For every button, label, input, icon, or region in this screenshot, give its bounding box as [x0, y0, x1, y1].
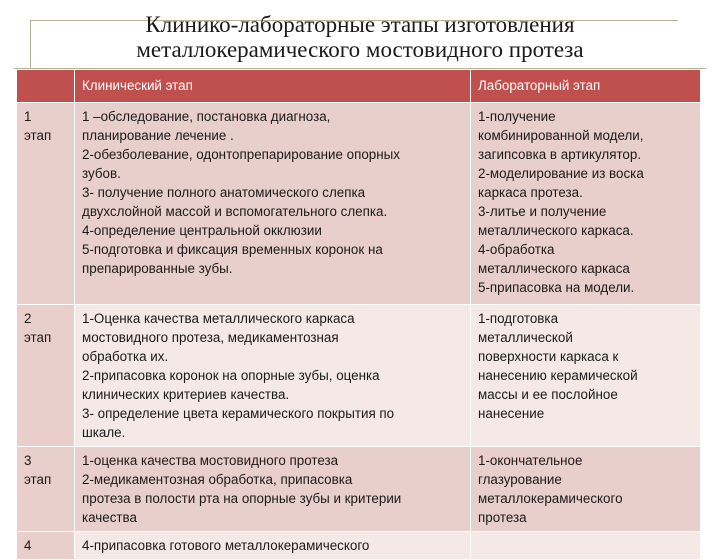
lab-cell [471, 305, 701, 447]
stage-number: 2 [24, 311, 32, 326]
stage-number: 3 [24, 453, 32, 468]
table-row [17, 532, 701, 560]
clinical-line: 1-оценка качества мостовидного протеза [82, 453, 339, 468]
clinical-line: клинических критериев качества. [82, 387, 290, 402]
table-row [17, 305, 701, 447]
lab-line: 5-припасовка на модели. [478, 280, 635, 295]
lab-line: нанесению керамической [478, 368, 638, 383]
clinical-line: 3- получение полного анатомического слепка [82, 185, 366, 200]
clinical-line: 2-припасовка коронок на опорные зубы, оценка [82, 368, 380, 383]
stages-table [16, 69, 701, 560]
clinical-line: препарированные зубы. [82, 261, 233, 276]
lab-line: металлического каркаса. [478, 223, 634, 238]
table-header-row [17, 70, 701, 103]
lab-line: массы и ее послойное [478, 387, 618, 402]
table-row [17, 447, 701, 532]
lab-line: протеза [478, 510, 527, 525]
clinical-line: 1 –обследование, постановка диагноза, [82, 109, 331, 124]
clinical-line: 2-обезболевание, одонтопрепарирование опорных [82, 147, 400, 162]
lab-line: глазурование [478, 472, 562, 487]
lab-line: металлического каркаса [478, 261, 630, 276]
lab-line: 1-получение [478, 109, 556, 124]
title-frame-left-line [30, 20, 31, 68]
clinical-line: 3- определение цвета керамического покрытия по [82, 406, 395, 421]
clinical-line: 1-Оценка качества металлического каркаса [82, 311, 355, 326]
lab-line: комбинированной модели, [478, 128, 644, 143]
stage-cell [17, 305, 75, 447]
slide-title [40, 12, 680, 62]
lab-line: 1-окончательное [478, 453, 583, 468]
lab-cell [471, 532, 701, 560]
lab-line: загипсовка в артикулятор. [478, 147, 642, 162]
clinical-line: протеза в полости рта на опорные зубы и критерии [82, 491, 402, 506]
lab-line: нанесение [478, 406, 545, 421]
stage-word: этап [24, 472, 52, 487]
clinical-line: 4-припасовка готового металлокерамического [82, 538, 370, 553]
clinical-cell [75, 532, 471, 560]
clinical-line: обработка их. [82, 349, 169, 364]
lab-line: 4-обработка [478, 242, 555, 257]
lab-line: металлокерамического [478, 491, 623, 506]
table-row [17, 103, 701, 305]
stage-cell [17, 532, 75, 560]
clinical-cell [75, 103, 471, 305]
clinical-cell [75, 447, 471, 532]
stage-word: этап [24, 330, 52, 345]
header-lab: Лабораторный этап [471, 70, 701, 103]
lab-line: поверхности каркаса к [478, 349, 619, 364]
lab-cell [471, 103, 701, 305]
clinical-line: качества [82, 510, 137, 525]
stages-table-container [16, 69, 700, 560]
stage-word: этап [24, 128, 52, 143]
clinical-line: двухслойной массой и вспомогательного слепка. [82, 204, 388, 219]
stage-number: 4 [24, 538, 32, 553]
clinical-line: мостовидного протеза, медикаментозная [82, 330, 339, 345]
clinical-line: 5-подготовка и фиксация временных коронок на [82, 242, 383, 257]
clinical-line: 4-определение центральной окклюзии [82, 223, 322, 238]
header-stage [17, 70, 75, 103]
header-clinical: Клинический этап [75, 70, 471, 103]
stage-cell [17, 447, 75, 532]
lab-line: каркаса протеза. [478, 185, 583, 200]
clinical-cell [75, 305, 471, 447]
lab-line: металлической [478, 330, 573, 345]
slide-title-line-1: Клинико-лабораторные этапы изготовления [145, 12, 575, 37]
lab-line: 1-подготовка [478, 311, 559, 326]
lab-cell [471, 447, 701, 532]
slide-title-line-2: металлокерамического мостовидного протеза [136, 37, 584, 62]
clinical-line: зубов. [82, 166, 121, 181]
clinical-line: планирование лечение . [82, 128, 234, 143]
lab-line: 2-моделирование из воска [478, 166, 644, 181]
clinical-line: 2-медикаментозная обработка, припасовка [82, 472, 353, 487]
stage-cell [17, 103, 75, 305]
lab-line: 3-литье и получение [478, 204, 607, 219]
clinical-line: шкале. [82, 425, 126, 440]
stage-number: 1 [24, 109, 32, 124]
